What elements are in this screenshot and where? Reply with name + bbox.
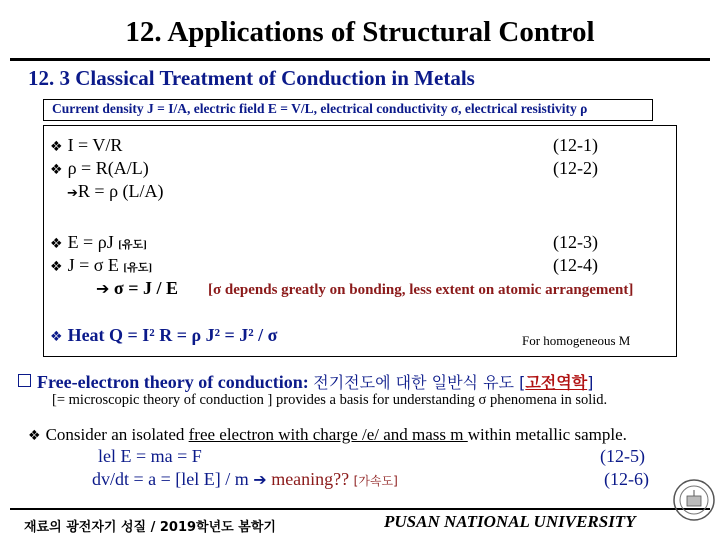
consider-statement: ❖ Consider an isolated free electron with charge /e/ and mass m within metallic sample. (28, 425, 627, 444)
equation-number: (12-6) (604, 469, 649, 489)
diamond-bullet-icon: ❖ (50, 329, 63, 345)
equation-acceleration: dv/dt = a = [lel E] / m ➔ meaning?? [가속도] (92, 469, 398, 489)
equation-force: lel E = ma = F (98, 446, 202, 466)
theory-description: [= microscopic theory of conduction ] provides a basis for understanding σ phenomena in solid. (52, 392, 608, 408)
right-arrow-icon: ➔ (253, 470, 267, 489)
conductivity-note: [σ depends greatly on bonding, less extent on atomic arrangement] (208, 282, 634, 298)
diamond-bullet-icon: ❖ (50, 139, 63, 155)
section-subtitle: 12. 3 Classical Treatment of Conduction in Metals (28, 66, 475, 90)
equation-number: (12-5) (600, 446, 645, 466)
diamond-bullet-icon: ❖ (28, 428, 41, 444)
university-seal-icon (672, 478, 716, 522)
checkbox-square-icon (18, 374, 31, 387)
equation-number: (12-2) (553, 158, 598, 178)
university-name: PUSAN NATIONAL UNIVERSITY (384, 512, 636, 531)
course-info: 재료의 광전자기 성질 / 2019학년도 봄학기 (24, 520, 276, 535)
equation-number: (12-4) (553, 255, 598, 275)
equation-heat: ❖ Heat Q = I² R = ρ J² = J² / σ (50, 325, 278, 345)
equation-field: ❖ E = ρJ [유도] (50, 232, 147, 252)
diamond-bullet-icon: ❖ (50, 259, 63, 275)
equation-current-density: ❖ J = σ E [유도] (50, 255, 152, 275)
diamond-bullet-icon: ❖ (50, 162, 63, 178)
title-divider (10, 58, 710, 61)
equation-resistivity: ❖ ρ = R(A/L) (50, 158, 149, 178)
slide-title: 12. Applications of Structural Control (125, 16, 595, 48)
free-electron-heading: Free-electron theory of conduction: 전기전도에 대한 일반식 유도 [고전역학] (18, 370, 593, 393)
right-arrow-icon: ➔ (67, 186, 78, 201)
definitions-text: Current density J = I/A, electric field E = V/L, electrical conductivity σ, electrical resistivity ρ (52, 101, 588, 116)
diamond-bullet-icon: ❖ (50, 236, 63, 252)
equation-ohm: ❖ I = V/R (50, 135, 123, 155)
equation-number: (12-1) (553, 135, 598, 155)
homogeneous-note: For homogeneous M (522, 333, 631, 348)
footer-divider (10, 508, 710, 510)
equation-conductivity: ➔ σ = J / E (96, 278, 178, 298)
right-arrow-icon: ➔ (96, 279, 110, 298)
equation-resistance: ➔R = ρ (L/A) (67, 181, 164, 201)
equation-number: (12-3) (553, 232, 598, 252)
